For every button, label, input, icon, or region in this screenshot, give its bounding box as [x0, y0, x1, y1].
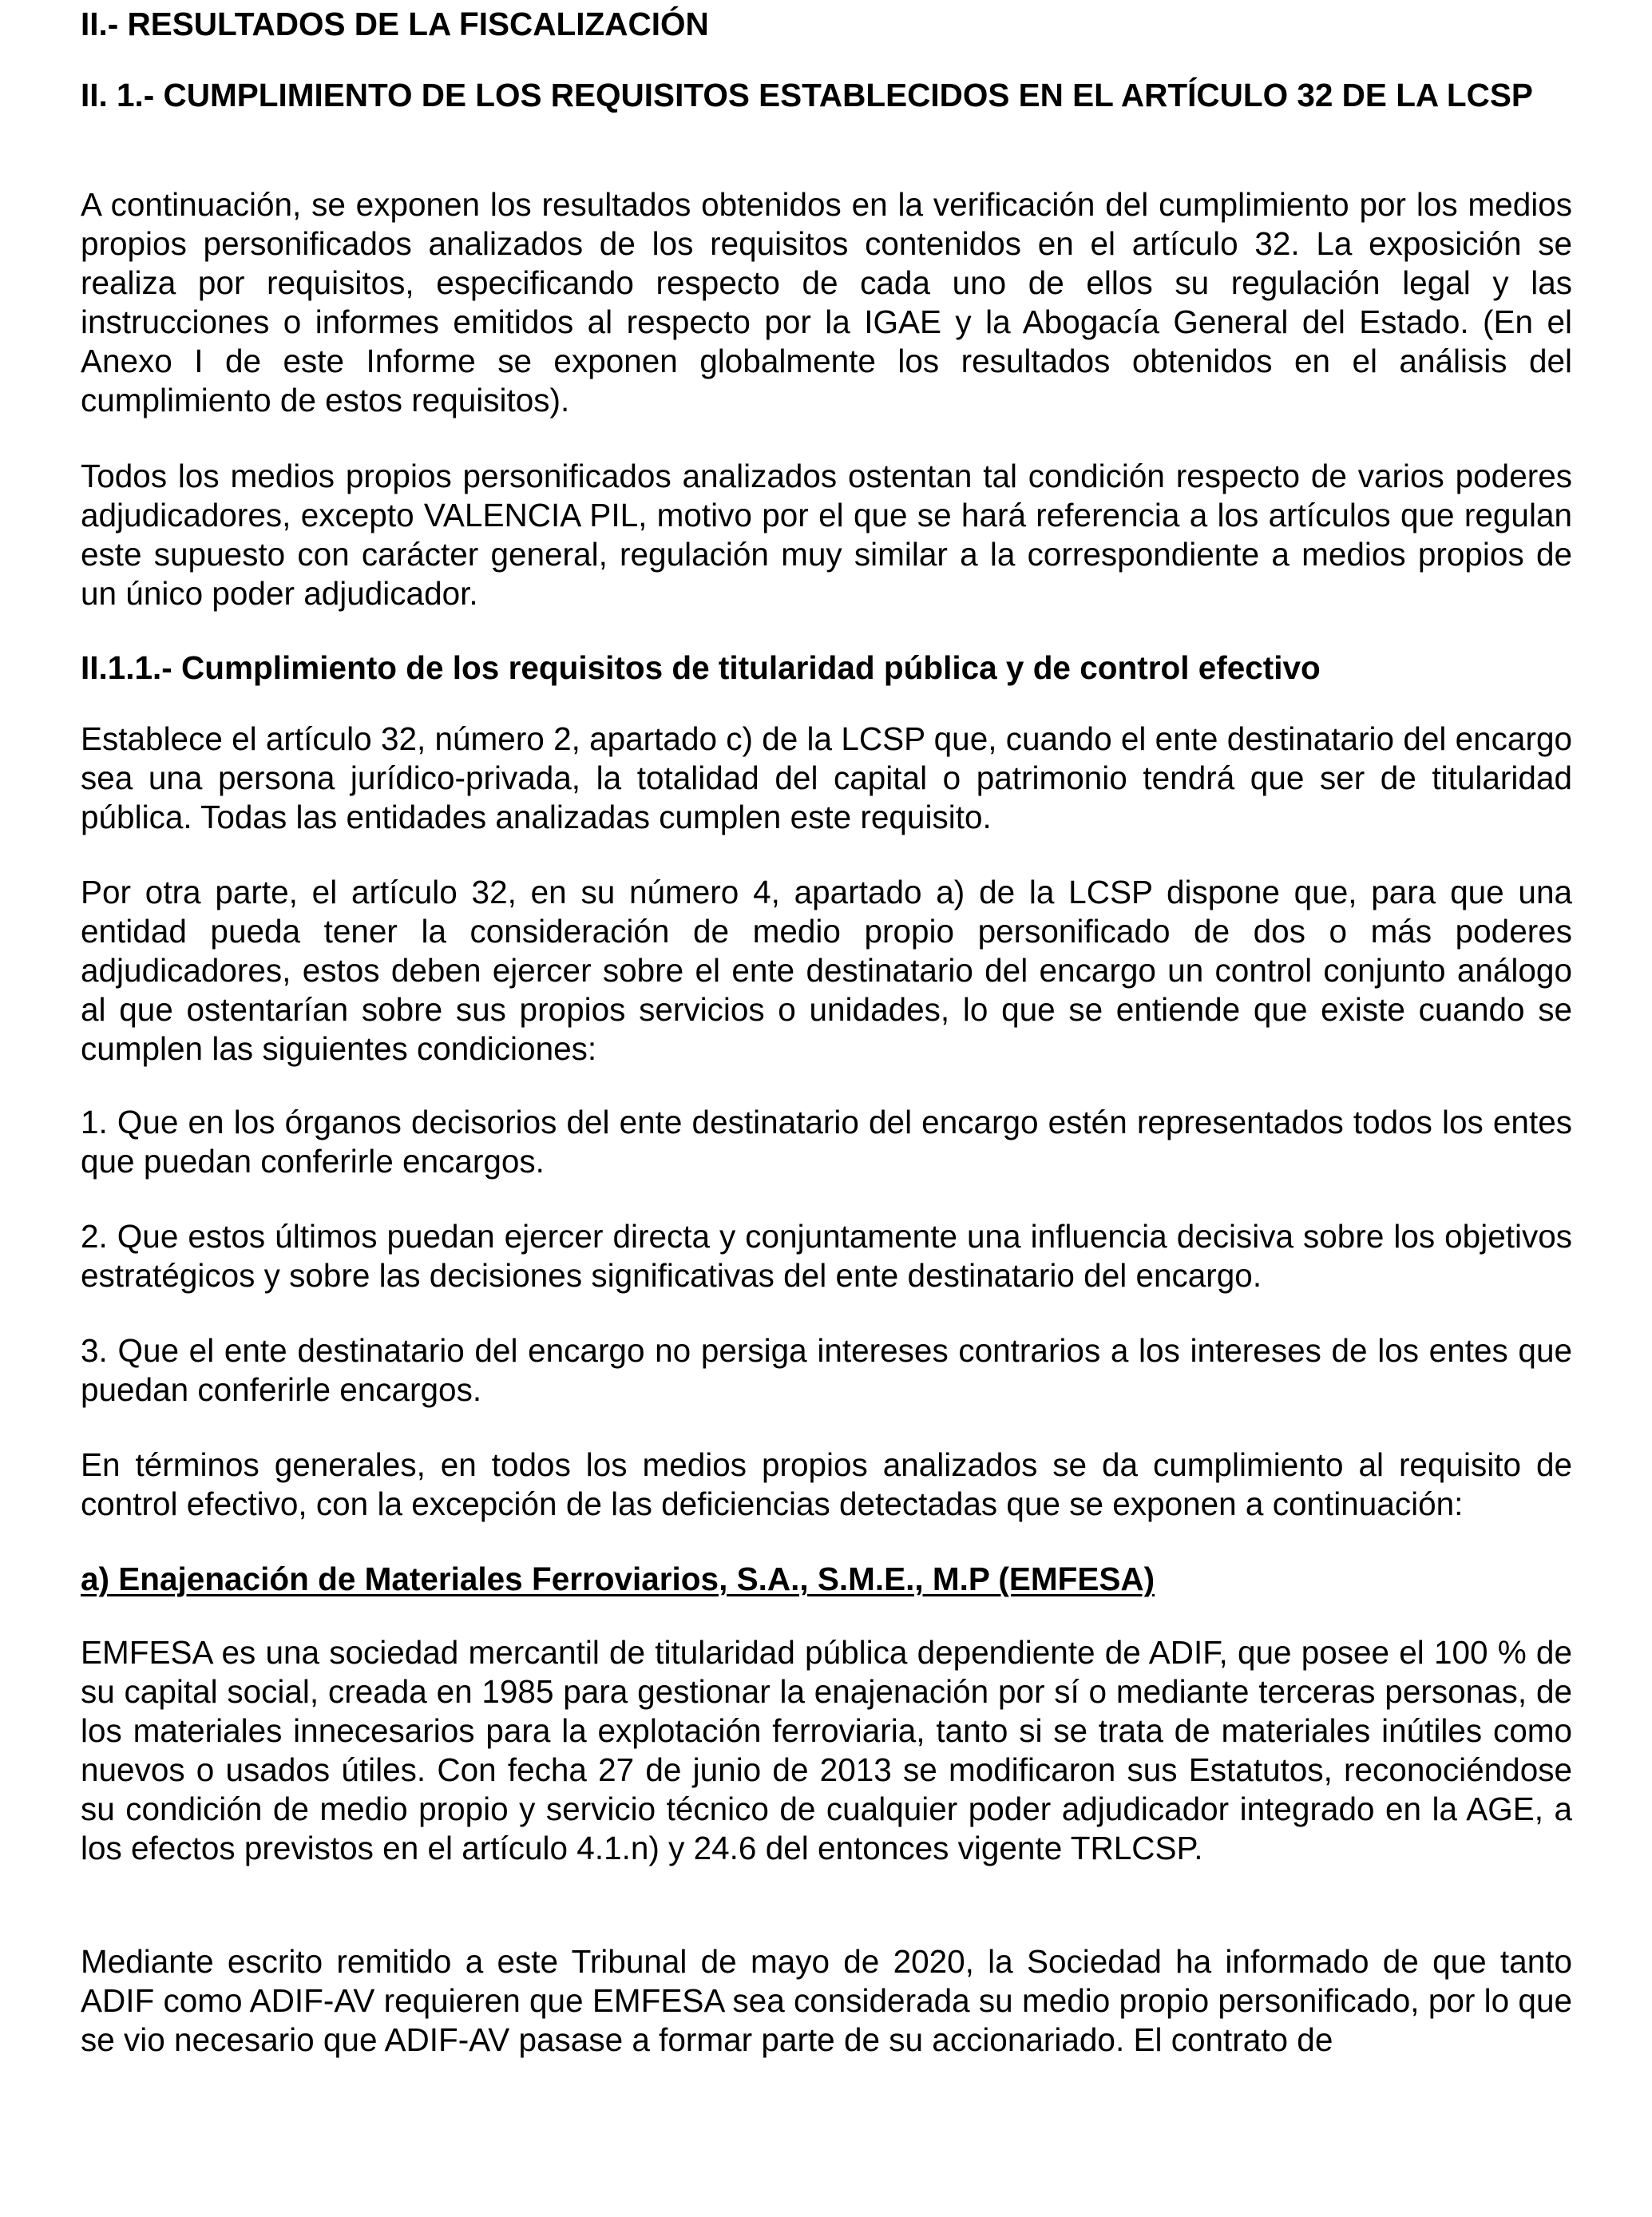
paragraph-control-efectivo: En términos generales, en todos los medios propios analizados se da cumplimiento al requisito de control efectivo, con la excepción de las deficiencias detectadas que se exponen a continuación:	[81, 1446, 1572, 1522]
paragraph-escrito-tribunal: Mediante escrito remitido a este Tribunal de mayo de 2020, la Sociedad ha informado de que tanto ADIF como ADIF-AV requieren que EMFESA sea considerada su medio propio personificado, por lo que se vio necesario que ADIF-AV pasase a formar parte de su accionariado. El contrato de	[81, 1943, 1572, 2058]
heading-emfesa: a) Enajenación de Materiales Ferroviarios, S.A., S.M.E., M.P (EMFESA)	[81, 1561, 1155, 1597]
subsection-title: II. 1.- CUMPLIMIENTO DE LOS REQUISITOS ESTABLECIDOS EN EL ARTÍCULO 32 DE LA LCSP	[81, 77, 1533, 113]
list-item-condition-1: 1. Que en los órganos decisorios del ente destinatario del encargo estén representados todos los entes que puedan conferirle encargos.	[81, 1104, 1572, 1180]
paragraph-emfesa: EMFESA es una sociedad mercantil de titularidad pública dependiente de ADIF, que posee el 100 % de su capital social, creada en 1985 para gestionar la enajenación por sí o mediante terceras personas, de los materiales innecesarios para la explotación ferroviaria, tanto si se trata de materiales inútiles como nuevos o usados útiles. Con fecha 27 de junio de 2013 se modificaron sus Estatutos, reconociéndose su condición de medio propio y servicio técnico de cualquier poder adjudicador integrado en la AGE, a los efectos previstos en el artículo 4.1.n) y 24.6 del entonces vigente TRLCSP.	[81, 1634, 1572, 1866]
section-title: II.- RESULTADOS DE LA FISCALIZACIÓN	[81, 6, 709, 42]
list-item-condition-3: 3. Que el ente destinatario del encargo no persiga intereses contrarios a los intereses de los entes que puedan conferirle encargos.	[81, 1332, 1572, 1408]
heading-titularidad-control: II.1.1.- Cumplimiento de los requisitos de titularidad pública y de control efectivo	[81, 649, 1321, 686]
paragraph-medios-propios: Todos los medios propios personificados analizados ostentan tal condición respecto de varios poderes adjudicadores, excepto VALENCIA PIL, motivo por el que se hará referencia a los artículos que regulan este supuesto con carácter general, regulación muy similar a la correspondiente a medios propios de un único poder adjudicador.	[81, 458, 1572, 612]
paragraph-intro: A continuación, se exponen los resultados obtenidos en la verificación del cumplimiento por los medios propios personificados analizados de los requisitos contenidos en el artículo 32. La exposición se realiza por requisitos, especificando respecto de cada uno de ellos su regulación legal y las instrucciones o informes emitidos al respecto por la IGAE y la Abogacía General del Estado. (En el Anexo I de este Informe se exponen globalmente los resultados obtenidos en el análisis del cumplimiento de estos requisitos).	[81, 186, 1572, 418]
paragraph-articulo-32-2c: Establece el artículo 32, número 2, apartado c) de la LCSP que, cuando el ente destinatario del encargo sea una persona jurídico-privada, la totalidad del capital o patrimonio tendrá que ser de titularidad pública. Todas las entidades analizadas cumplen este requisito.	[81, 720, 1572, 835]
paragraph-articulo-32-4a: Por otra parte, el artículo 32, en su número 4, apartado a) de la LCSP dispone que, para que una entidad pueda tener la consideración de medio propio personificado de dos o más poderes adjudicadores, estos deben ejercer sobre el ente destinatario del encargo un control conjunto análogo al que ostentarían sobre sus propios servicios o unidades, lo que se entiende que existe cuando se cumplen las siguientes condiciones:	[81, 874, 1572, 1067]
list-item-condition-2: 2. Que estos últimos puedan ejercer directa y conjuntamente una influencia decisiva sobre los objetivos estratégicos y sobre las decisiones significativas del ente destinatario del encargo.	[81, 1218, 1572, 1294]
